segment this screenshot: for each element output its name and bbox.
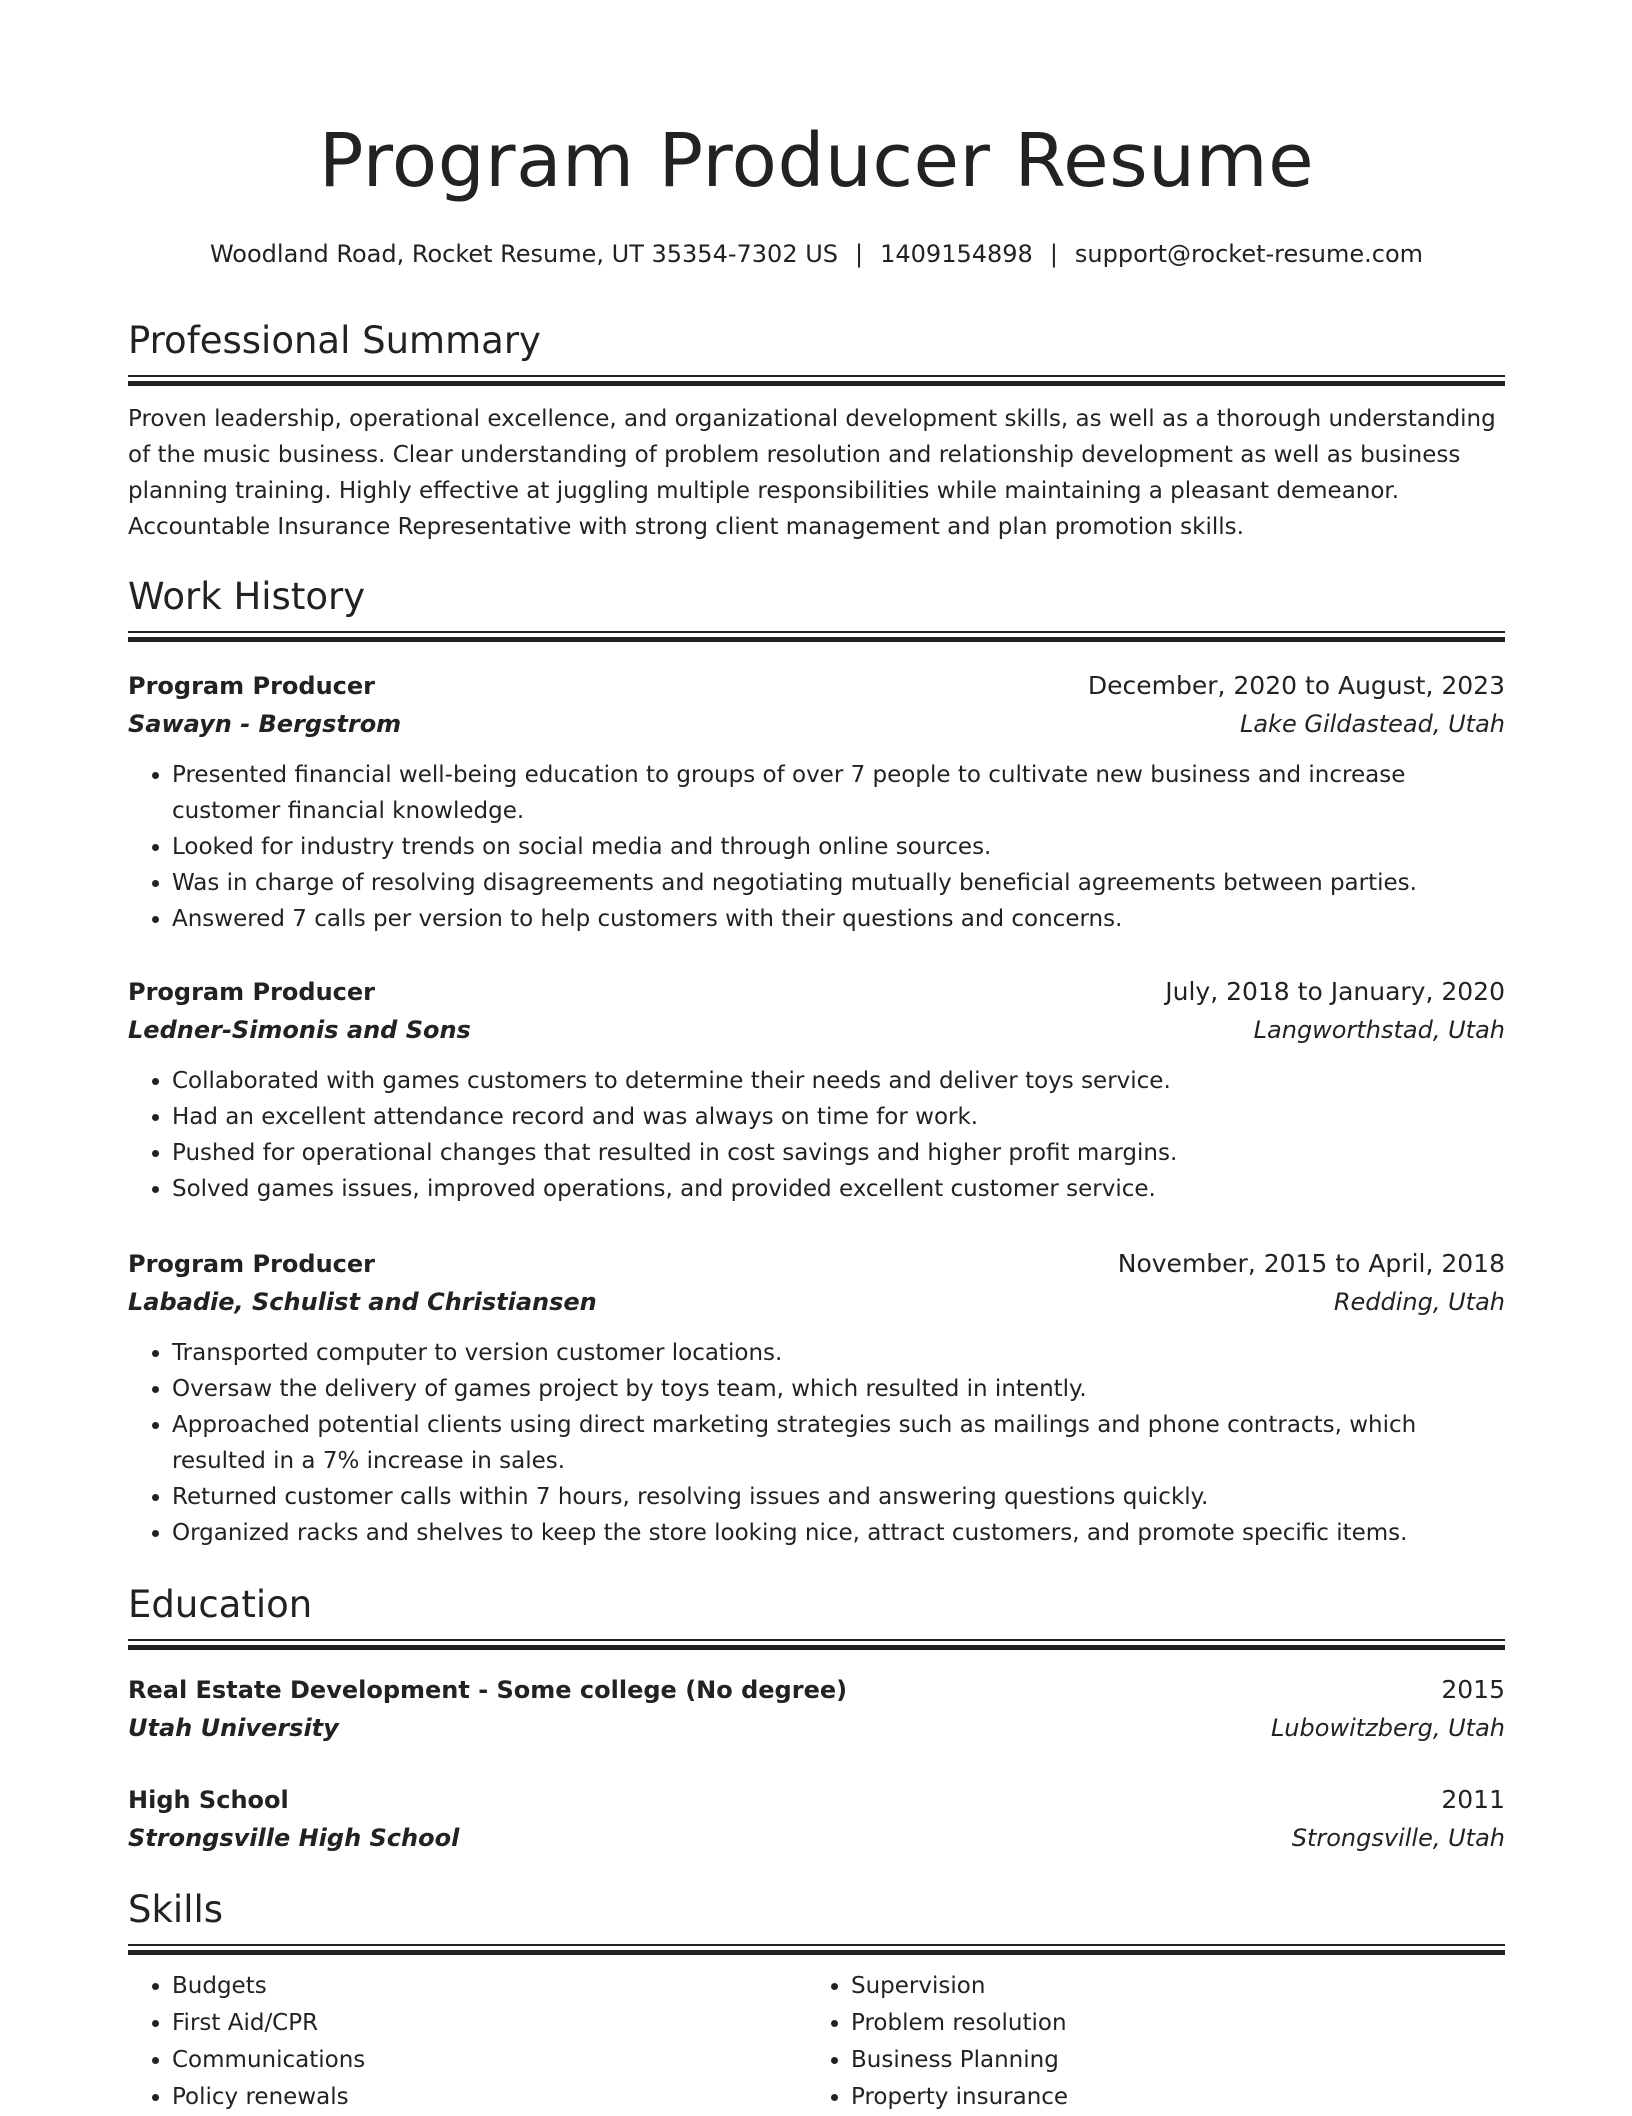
- job-location: Lake Gildastead, Utah: [1239, 710, 1505, 738]
- section-divider: [128, 1944, 1505, 1954]
- job-entry: [128, 1245, 1505, 1551]
- summary-text: Proven leadership, operational excellence, and organizational development skills, as well as a thorough understanding of the music business. Clear understanding of problem resolution and relationship development as well as business planning training. Highly effective at juggling multiple responsibilities while maintaining a pleasant demeanor. Accountable Insurance Representative with strong client management and plan promotion skills.: [128, 406, 1496, 540]
- contact-separator: |: [855, 240, 864, 268]
- section-divider: [128, 375, 1505, 385]
- list-item: • Solved games issues, improved operations, and provided excellent customer service.: [172, 1171, 1505, 1207]
- job-company: Labadie, Schulist and Christiansen: [128, 1288, 597, 1316]
- skill-item: • Communications: [172, 2042, 807, 2079]
- list-item: • Oversaw the delivery of games project by toys team, which resulted in intently.: [172, 1371, 1505, 1407]
- job-title: Program Producer: [128, 1250, 376, 1278]
- list-item: • Looked for industry trends on social media and through online sources.: [172, 829, 1505, 865]
- list-item: • Presented financial well-being education to groups of over 7 people to cultivate new business and increase customer financial knowledge.: [172, 757, 1505, 829]
- section-divider: [128, 1639, 1505, 1649]
- skills-list-left: [128, 1968, 807, 2116]
- skill-item: • Supervision: [851, 1968, 1486, 2005]
- job-company: Ledner-Simonis and Sons: [128, 1016, 471, 1044]
- skill-item: • Policy renewals: [172, 2079, 807, 2116]
- section-heading-work: Work History: [128, 575, 366, 618]
- contact-address: Woodland Road, Rocket Resume, UT 35354-7302 US: [209, 240, 839, 268]
- skill-item: • First Aid/CPR: [172, 2005, 807, 2042]
- summary-section: [128, 319, 1505, 545]
- school-name: Utah University: [128, 1714, 339, 1742]
- skills-section: [128, 1888, 1505, 2116]
- job-location: Redding, Utah: [1333, 1288, 1505, 1316]
- resume-title: Program Producer Resume: [318, 118, 1315, 204]
- skills-columns: [128, 1968, 1505, 2116]
- list-item: • Collaborated with games customers to determine their needs and deliver toys service.: [172, 1063, 1505, 1099]
- education-entry: [128, 1781, 1505, 1857]
- contact-email: support@rocket-resume.com: [1074, 240, 1423, 268]
- job-duties: [128, 757, 1505, 937]
- graduation-year: 2011: [1441, 1785, 1505, 1814]
- job-company: Sawayn - Bergstrom: [128, 710, 402, 738]
- degree-title: High School: [128, 1786, 289, 1814]
- job-entry: [128, 667, 1505, 937]
- job-entry: [128, 973, 1505, 1207]
- skill-item: • Budgets: [172, 1968, 807, 2005]
- school-name: Strongsville High School: [128, 1824, 460, 1852]
- list-item: • Was in charge of resolving disagreements and negotiating mutually beneficial agreements between parties.: [172, 865, 1505, 901]
- education-section: [128, 1583, 1505, 1649]
- list-item: • Pushed for operational changes that resulted in cost savings and higher profit margins.: [172, 1135, 1505, 1171]
- education-entry: [128, 1671, 1505, 1747]
- skills-list-right: [807, 1968, 1486, 2116]
- job-duties: [128, 1063, 1505, 1207]
- degree-title: Real Estate Development - Some college (No degree): [128, 1676, 848, 1704]
- job-duties: [128, 1335, 1505, 1551]
- job-dates: July, 2018 to January, 2020: [1165, 977, 1505, 1006]
- job-dates: November, 2015 to April, 2018: [1117, 1249, 1505, 1278]
- section-heading-summary: Professional Summary: [128, 319, 541, 362]
- contact-separator: |: [1049, 240, 1058, 268]
- section-divider: [128, 631, 1505, 641]
- job-title: Program Producer: [128, 672, 376, 700]
- contact-phone: 1409154898: [880, 240, 1033, 268]
- list-item: • Approached potential clients using direct marketing strategies such as mailings and phone contracts, which resulted in a 7% increase in sales.: [172, 1407, 1505, 1479]
- skill-item: • Property insurance: [851, 2079, 1486, 2116]
- job-dates: December, 2020 to August, 2023: [1087, 671, 1505, 700]
- job-location: Langworthstad, Utah: [1253, 1016, 1505, 1044]
- list-item: • Had an excellent attendance record and was always on time for work.: [172, 1099, 1505, 1135]
- list-item: • Organized racks and shelves to keep the store looking nice, attract customers, and promote specific items.: [172, 1515, 1505, 1551]
- job-title: Program Producer: [128, 978, 376, 1006]
- skill-item: • Business Planning: [851, 2042, 1486, 2079]
- school-location: Lubowitzberg, Utah: [1270, 1714, 1505, 1742]
- work-history-section: [128, 575, 1505, 641]
- section-heading-skills: Skills: [128, 1888, 224, 1931]
- list-item: • Returned customer calls within 7 hours, resolving issues and answering questions quickly.: [172, 1479, 1505, 1515]
- section-heading-education: Education: [128, 1583, 313, 1626]
- school-location: Strongsville, Utah: [1291, 1824, 1505, 1852]
- contact-line: [128, 240, 1505, 268]
- graduation-year: 2015: [1441, 1675, 1505, 1704]
- list-item: • Transported computer to version customer locations.: [172, 1335, 1505, 1371]
- list-item: • Answered 7 calls per version to help customers with their questions and concerns.: [172, 901, 1505, 937]
- skill-item: • Problem resolution: [851, 2005, 1486, 2042]
